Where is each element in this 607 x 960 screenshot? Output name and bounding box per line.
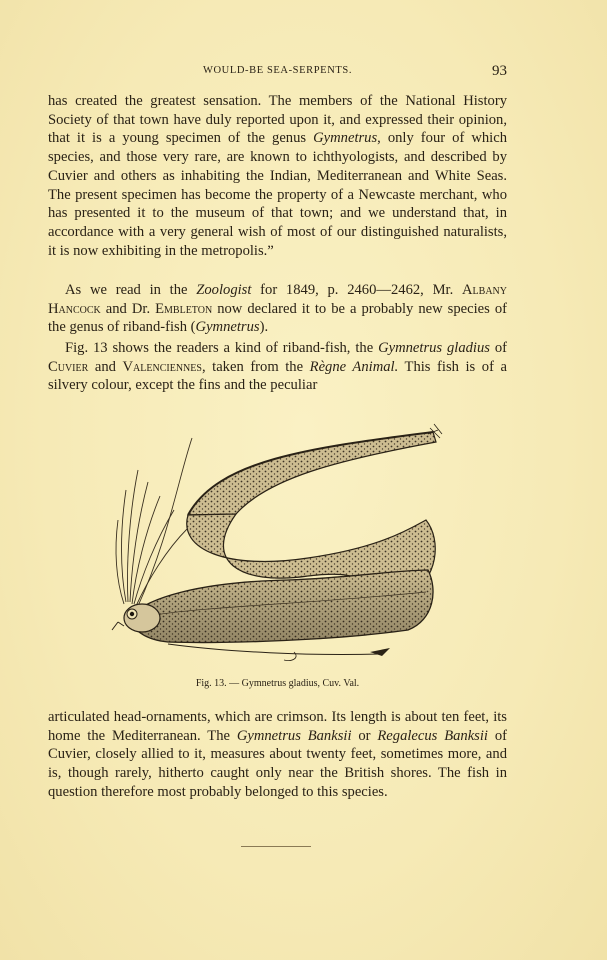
book-title: Règne Animal. bbox=[309, 358, 399, 375]
paragraph-continuation bbox=[48, 92, 507, 260]
p3-text-5: This fish is of a silvery colour, except the fins and the peculiar bbox=[48, 358, 508, 394]
p3-text-2: of bbox=[489, 340, 508, 356]
journal-name: Zoologist bbox=[196, 282, 252, 298]
author-embleton: Embleton bbox=[155, 300, 213, 317]
p3-text-3: and bbox=[88, 358, 123, 375]
p4-text-3: of Cuvier, closely allied to it, measures about twenty feet, sometimes more, and is, though rarely, hitherto caught only near the British shores. The fish in question therefore most probably belonged to this species. bbox=[48, 727, 507, 800]
p2-text-4: now declared it to be a probably new species of the genus of riband-fish ( bbox=[48, 300, 507, 336]
p2-text-1: As we read in the bbox=[65, 282, 197, 298]
fish-tail bbox=[188, 432, 436, 515]
paragraph-zoologist bbox=[48, 281, 507, 337]
p4-text-2: or bbox=[351, 727, 378, 744]
p4-text-1: articulated head-ornaments, which are crimson. Its length is about ten feet, its home the Mediterranean. The bbox=[48, 709, 507, 744]
paragraph-description bbox=[48, 708, 507, 802]
author-valenciennes: Valenciennes bbox=[122, 358, 202, 375]
author-cuvier: Cuvier bbox=[48, 358, 89, 375]
species-banksii: Gymnetrus Banksii bbox=[236, 727, 352, 744]
paragraph1-text: has created the greatest sensation. The members of the National History Society of that town have duly reported upon it, and expressed their opinion, that it is a young specimen of the genus bbox=[48, 93, 507, 147]
p2-text-2: for 1849, p. 2460—2462, Mr. bbox=[251, 282, 462, 298]
p2-text-3: and Dr. bbox=[100, 300, 156, 317]
page-header bbox=[48, 63, 507, 81]
genus-name: Gymnetrus bbox=[313, 130, 378, 147]
riband-fish-illustration bbox=[108, 420, 450, 672]
end-rule bbox=[241, 846, 311, 847]
species-name: Gymnetrus gladius bbox=[378, 340, 490, 356]
head-crest-icon bbox=[116, 438, 192, 606]
genus-name: Gymnetrus bbox=[195, 319, 260, 336]
page-number: 93 bbox=[492, 63, 507, 79]
author-hancock: Albany Hancock bbox=[48, 282, 507, 317]
p2-text-5: ). bbox=[259, 319, 269, 336]
species-regalecus: Regalecus Banksii bbox=[377, 727, 488, 744]
running-head: WOULD-BE SEA-SERPENTS. bbox=[202, 65, 353, 76]
p3-text-4: , taken from the bbox=[201, 358, 310, 375]
paragraph-figure-intro bbox=[48, 339, 507, 395]
figure-caption: Fig. 13. — Gymnetrus gladius, Cuv. Val. bbox=[195, 678, 360, 689]
p3-text-1: Fig. 13 shows the readers a kind of riband-fish, the bbox=[65, 340, 379, 356]
paragraph1-text-after: , only four of which species, and those very rare, are known to ichthyologists, and described by Cuvier and others as inhabiting the Indian, Mediterranean and White Seas. The present specimen has become the property of a Newcaste merchant, who has presented it to the museum of that town; and we understand that, in accordance with a very general wish of most of our distinguished naturalists, it is now exhibiting in the metropolis.” bbox=[48, 130, 508, 259]
